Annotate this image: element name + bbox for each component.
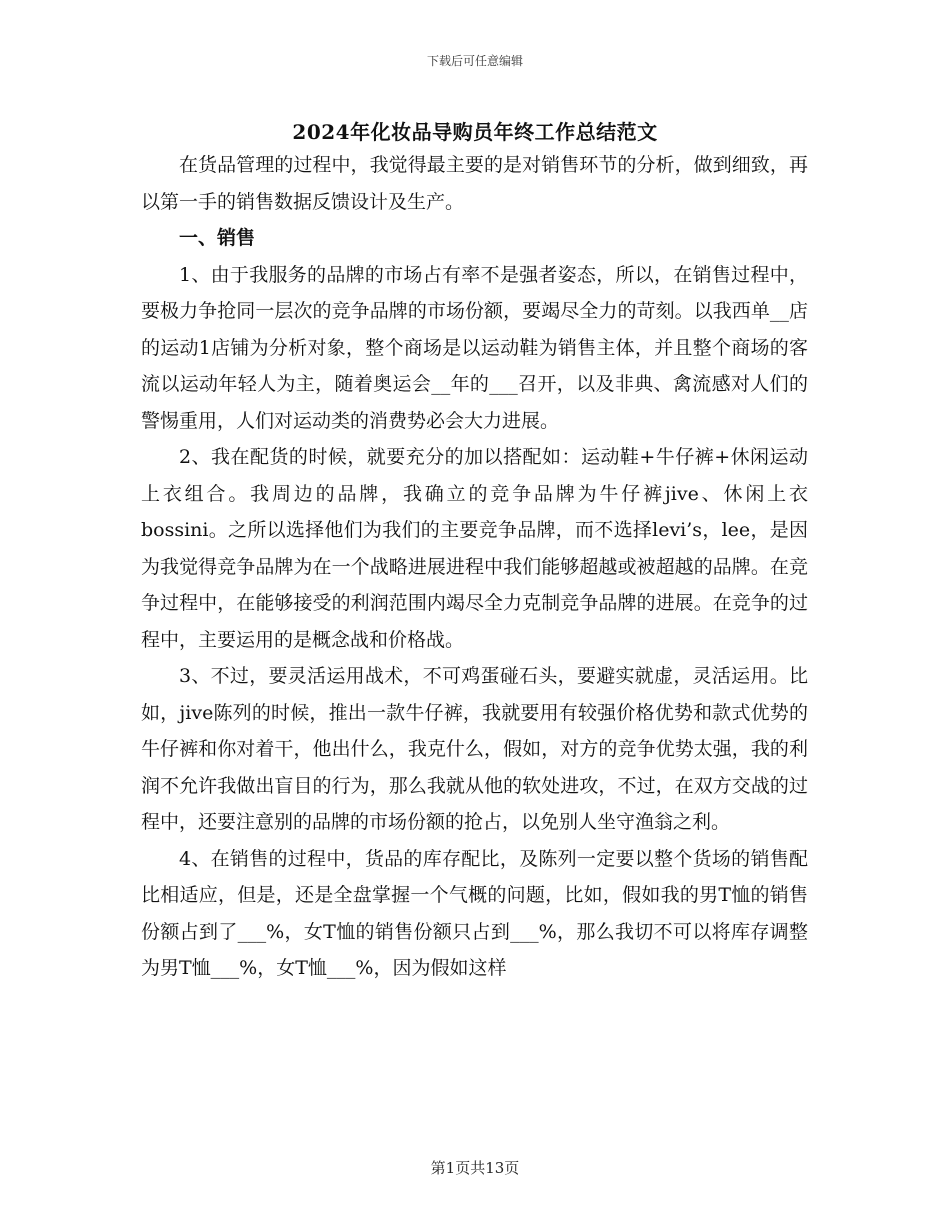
- paragraph-3: 3、不过，要灵活运用战术，不可鸡蛋碰石头，要避实就虚，灵活运用。比如，jive陈列的时候，推出一款牛仔裤，我就要用有较强价格优势和款式优势的牛仔裤和你对着干，他出什么，我克什么，假如，对方的竞争优势太强，我的利润不允许我做出盲目的行为，那么我就从他的软处进攻，不过，在双方交战的过程中，还要注意别的品牌的市场份额的抢占，以免别人坐守渔翁之利。: [141, 665, 808, 833]
- paragraph-1: 1、由于我服务的品牌的市场占有率不是强者姿态，所以，在销售过程中，要极力争抢同一层次的竞争品牌的市场份额，要竭尽全力的苛刻。以我西单__店的运动1店铺为分析对象，整个商场是以运动鞋为销售主体，并且整个商场的客流以运动年轻人为主，随着奥运会__年的___召开，以及非典、禽流感对人们的警惕重用，人们对运动类的消费势必会大力进展。: [141, 263, 808, 432]
- document-body: [141, 147, 808, 987]
- document-title: 2024年化妆品导购员年终工作总结范文: [292, 120, 658, 144]
- paragraph-4: 4、在销售的过程中，货品的库存配比，及陈列一定要以整个货场的销售配比相适应，但是，还是全盘掌握一个气概的问题，比如，假如我的男T恤的销售份额占到了___%，女T恤的销售份额只占到___%，那么我切不可以将库存调整为男T恤___%，女T恤___%，因为假如这样: [141, 847, 808, 979]
- intro-paragraph: 在货品管理的过程中，我觉得最主要的是对销售环节的分析，做到细致，再以第一手的销售数据反馈设计及生产。: [141, 154, 808, 213]
- page-footer: 第1页共13页: [430, 1159, 520, 1177]
- header-note: 下载后可任意编辑: [426, 54, 523, 68]
- paragraph-2: 2、我在配货的时候，就要充分的加以搭配如：运动鞋+牛仔裤+休闲运动上衣组合。我周边的品牌，我确立的竞争品牌为牛仔裤jive、休闲上衣bossini。之所以选择他们为我们的主要竞争品牌，而不选择levi’s，lee，是因为我觉得竞争品牌为在一个战略进展进程中我们能够超越或被超越的品牌。在竞争过程中，在能够接受的利润范围内竭尽全力克制竞争品牌的进展。在竞争的过程中，主要运用的是概念战和价格战。: [141, 446, 808, 651]
- section-heading: 一、销售: [179, 227, 256, 249]
